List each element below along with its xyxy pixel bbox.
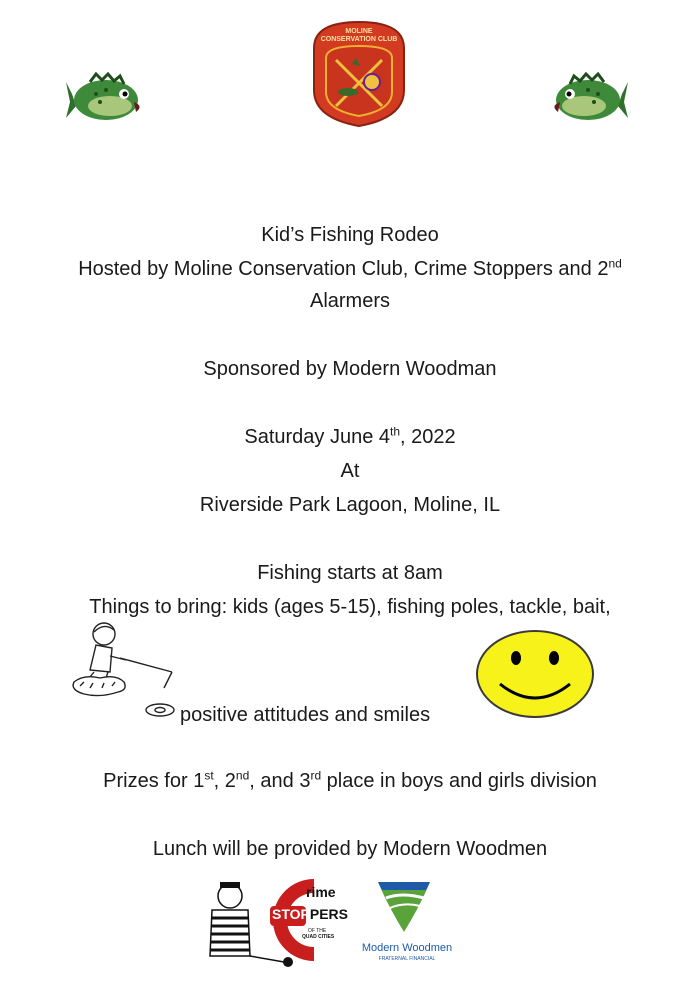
- club-badge-text: MOLINE CONSERVATION CLUB: [320, 28, 398, 43]
- event-title: Kid’s Fishing Rodeo: [261, 224, 439, 246]
- event-date: [0, 424, 700, 450]
- prizes-text-4: place in boys and girls division: [321, 770, 597, 792]
- event-location: Riverside Park Lagoon, Moline, IL: [199, 494, 501, 516]
- modern-woodmen-logo: [352, 876, 462, 966]
- club-badge-logo: [304, 18, 414, 130]
- prizes-text-1: Prizes for 1: [103, 770, 205, 792]
- start-time: Fishing starts at 8am: [257, 562, 443, 584]
- prizes-text-3: , and 3: [249, 770, 311, 792]
- crime-stoppers-line4: QUAD CITIES: [302, 934, 335, 940]
- hosted-by-continuation: Alarmers: [309, 290, 390, 312]
- right-fish-icon: [548, 72, 628, 128]
- crime-stoppers-pers: PERS: [309, 906, 348, 922]
- at-line: At: [340, 460, 360, 482]
- things-to-bring-continuation: positive attitudes and smiles: [180, 704, 431, 726]
- things-to-bring: Things to bring: kids (ages 5-15), fishing poles, tackle, bait,: [89, 596, 611, 618]
- left-fish-icon: [66, 72, 146, 128]
- date-text: Saturday June 4: [244, 426, 391, 448]
- hosted-by-line: [0, 256, 700, 282]
- prizes-sup-3: rd: [310, 768, 322, 783]
- crime-stoppers-stop: STOP: [272, 906, 310, 922]
- lunch-line: Lunch will be provided by Modern Woodmen: [152, 838, 548, 860]
- crime-stoppers-line2: [272, 906, 348, 922]
- prizes-sup-1: st: [204, 768, 214, 783]
- prizes-sup-2: nd: [235, 768, 250, 783]
- crime-stoppers-logo: [204, 876, 348, 968]
- smiley-face-icon: [474, 628, 596, 720]
- fishing-kid-illustration: [64, 618, 194, 722]
- crime-stoppers-line3: OF THE: [308, 928, 327, 934]
- prizes-text-2: , 2: [213, 770, 236, 792]
- date-sup: th: [390, 424, 401, 439]
- sponsor-line: Sponsored by Modern Woodman: [203, 358, 497, 380]
- prizes-line: [0, 768, 700, 794]
- modern-woodmen-name: Modern Woodmen: [361, 942, 453, 954]
- modern-woodmen-tagline: FRATERNAL FINANCIAL: [378, 956, 436, 962]
- hosted-by-text: Hosted by Moline Conservation Club, Crime Stoppers and 2: [78, 258, 609, 280]
- date-year: , 2022: [400, 426, 456, 448]
- hosted-by-sup: nd: [608, 256, 622, 271]
- crime-stoppers-line1: rime: [306, 884, 336, 900]
